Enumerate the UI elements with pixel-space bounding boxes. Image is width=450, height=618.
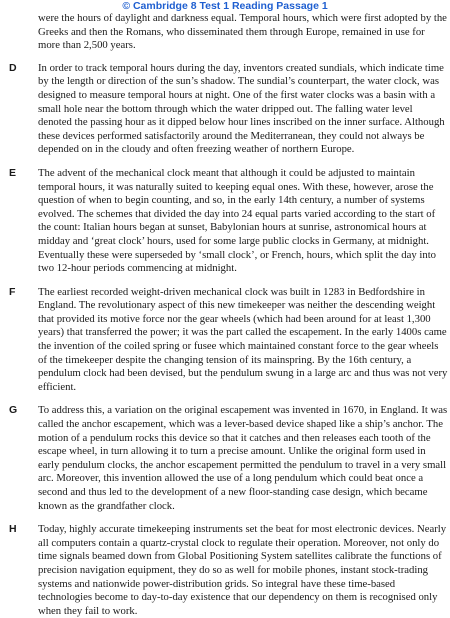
passage-body xyxy=(0,12,450,618)
paragraph-h xyxy=(0,523,450,618)
paragraph-text: The advent of the mechanical clock meant that although it could be adjusted to maintain temporal hours, it was naturally suited to keeping equal ones. With these, however, arose the question of when to begin counting, and so, in the early 14th century, a number of systems evolved. The schemes that divided the day into 24 equal parts varied according to the start of the count: Italian hours began at sunset, Babylonian hours at sunrise, astronomical hours at midday and ‘great clock’ hours, used for some large public clocks in Germany, at midnight. Eventually these were superseded by ‘small clock’, or French, hours, which split the day into two 12-hour periods commencing at midnight. xyxy=(38,166,437,275)
paragraph-c-continuation xyxy=(0,12,450,53)
paragraph-text: Today, highly accurate timekeeping instruments set the beat for most electronic devices. Nearly all computers contain a quartz-crystal clock to regulate their operation. Moreover, not only do time signals beamed down from Global Positioning System satellites calibrate the functions of precision navigation equipment, they do so as well for mobile phones, instant stock-trading systems and nationwide power-distribution grids. So integral have these time-based technologies become to day-to-day existence that our dependency on them is recognised only when they fail to work. xyxy=(38,523,447,617)
passage-title: © Cambridge 8 Test 1 Reading Passage 1 xyxy=(122,0,328,12)
paragraph-text: In order to track temporal hours during the day, inventors created sundials, which indicate time by the length or direction of the sun’s shadow. The sundial’s counterpart, the water clock, was designed to measure temporal hours at night. One of the first water clocks was a basin with a small hole near the bottom through which the water dripped out. The falling water level denoted the passing hour as it dipped below hour lines inscribed on the inner surface. Although these devices performed satisfactorily around the Mediterranean, they could not always be depended on in the cloudy and often freezing weather of northern Europe. xyxy=(38,61,445,156)
paragraph-g xyxy=(0,404,450,513)
paragraph-f xyxy=(0,286,450,395)
paragraph-text: To address this, a variation on the original escapement was invented in 1670, in England. It was called the anchor escapement, which was a lever-based device shaped like a ship’s anchor. The motion of a pendulum rocks this device so that it catches and then releases each tooth of the escape wheel, in turn allowing it to turn a precise amount. Unlike the original form used in early pendulum clocks, the anchor escapement permitted the pendulum to travel in a very small arc. Moreover, this invention allowed the use of a long pendulum which could beat once a second and thus led to the development of a new floor-standing case design, which became known as the grandfather clock. xyxy=(38,404,448,512)
paragraph-text: were the hours of daylight and darkness equal. Temporal hours, which were first adopted by the Greeks and then the Romans, who disseminated them through Europe, remained in use for more than 2,500 years. xyxy=(38,12,447,52)
paragraph-letter: H xyxy=(9,523,17,536)
paragraph-text: The earliest recorded weight-driven mechanical clock was built in 1283 in Bedfordshire in England. The revolutionary aspect of this new timekeeper was neither the descending weight that provided its motive force nor the gear wheels (which had been around for at least 1,300 years) that transferred the power; it was the part called the escapement. In the early 1400s came the invention of the coiled spring or fusee which maintained constant force to the gear wheels of the timekeeper despite the changing tension of its mainspring. By the 16th century, a pendulum clock had been devised, but the pendulum swung in a large arc and thus was not very efficient. xyxy=(38,285,448,393)
paragraph-letter: F xyxy=(9,285,16,298)
paragraph-d xyxy=(0,62,450,157)
paragraph-letter: E xyxy=(9,166,17,179)
paragraph-letter: D xyxy=(9,61,17,74)
paragraph-e xyxy=(0,167,450,276)
paragraph-letter: G xyxy=(9,404,18,417)
